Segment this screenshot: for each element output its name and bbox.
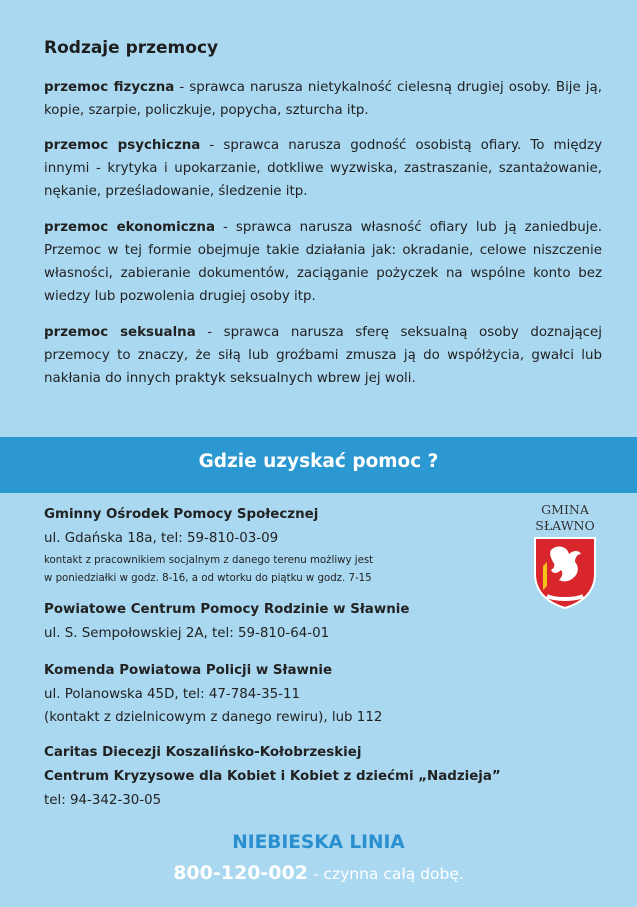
org-address: ul. S. Sempołowskiej 2A, tel: 59-810-64-01	[44, 626, 330, 641]
violence-type-economic	[44, 216, 602, 308]
term: przemoc fizyczna	[44, 80, 175, 95]
violence-type-sexual	[44, 321, 602, 390]
banner-title: Gdzie uzyskać pomoc ?	[198, 451, 439, 472]
hotline-hours: - czynna całą dobę.	[307, 865, 464, 883]
org-phone: tel: 94-342-30-05	[44, 793, 162, 808]
section-title: Rodzaje przemocy	[44, 38, 219, 58]
gmina-logo	[526, 502, 604, 614]
description: - sprawca narusza nietykalność cielesną drugiej osoby. Bije ją, kopie, szarpie, policzkuje, popycha, szturcha itp.	[44, 80, 602, 118]
term: przemoc psychiczna	[44, 138, 201, 153]
org-address: ul. Polanowska 45D, tel: 47-784-35-11	[44, 687, 301, 702]
org-gops	[44, 503, 524, 588]
description: - sprawca narusza sferę seksualną osoby doznającej przemocy to znaczy, że siłą lub groźbami zmusza ją do współżycia, gwałci lub nakłania do innych praktyk seksualnych wbrew jej woli.	[44, 325, 602, 386]
org-name: Caritas Diecezji Koszalińsko-Kołobrzeskiej	[44, 745, 362, 760]
org-extra: (kontakt z dzielnicowym z danego rewiru), lub 112	[44, 710, 383, 725]
logo-text: GMINA	[541, 502, 589, 517]
description: - sprawca narusza godność osobistą ofiary. To między innymi - krytyka i upokarzanie, dotkliwe wyzwiska, zastraszanie, szantażowanie, nękanie, prześladowanie, śledzenie itp.	[44, 138, 603, 199]
org-name: Gminny Ośrodek Pomocy Społecznej	[44, 507, 319, 522]
hotline-title: NIEBIESKA LINIA	[232, 832, 405, 853]
org-note: kontakt z pracownikiem socjalnym z danego terenu możliwy jest	[44, 555, 374, 566]
org-pcpr	[44, 598, 524, 645]
description: - sprawca narusza własność ofiary lub ją zaniedbuje. Przemoc w tej formie obejmuje takie działania jak: okradanie, celowe niszczenie własności, zabieranie dokumentów, zaciąganie pożyczek na wspólne konto bez wiedzy lub pozwolenia drugiej osoby itp.	[44, 220, 602, 304]
term: przemoc ekonomiczna	[44, 220, 216, 235]
violence-type-psychological	[44, 134, 602, 203]
org-name-2: Centrum Kryzysowe dla Kobiet i Kobiet z dziećmi „Nadzieja”	[44, 769, 501, 784]
term: przemoc seksualna	[44, 325, 196, 340]
org-name: Komenda Powiatowa Policji w Sławnie	[44, 663, 333, 678]
logo-text: SŁAWNO	[535, 518, 595, 533]
coat-of-arms-griffin-icon	[533, 536, 597, 610]
org-note: w poniedziałki w godz. 8-16, a od wtorku do piątku w godz. 7-15	[44, 573, 372, 584]
violence-types-section	[0, 0, 637, 437]
violence-type-physical	[44, 76, 602, 122]
help-banner	[0, 437, 637, 493]
org-name: Powiatowe Centrum Pomocy Rodzinie w Sławnie	[44, 602, 410, 617]
org-address: ul. Gdańska 18a, tel: 59-810-03-09	[44, 531, 279, 546]
hotline	[0, 862, 637, 884]
hotline-number: 800-120-002	[173, 862, 308, 884]
org-police	[44, 659, 524, 729]
org-caritas	[44, 741, 584, 812]
